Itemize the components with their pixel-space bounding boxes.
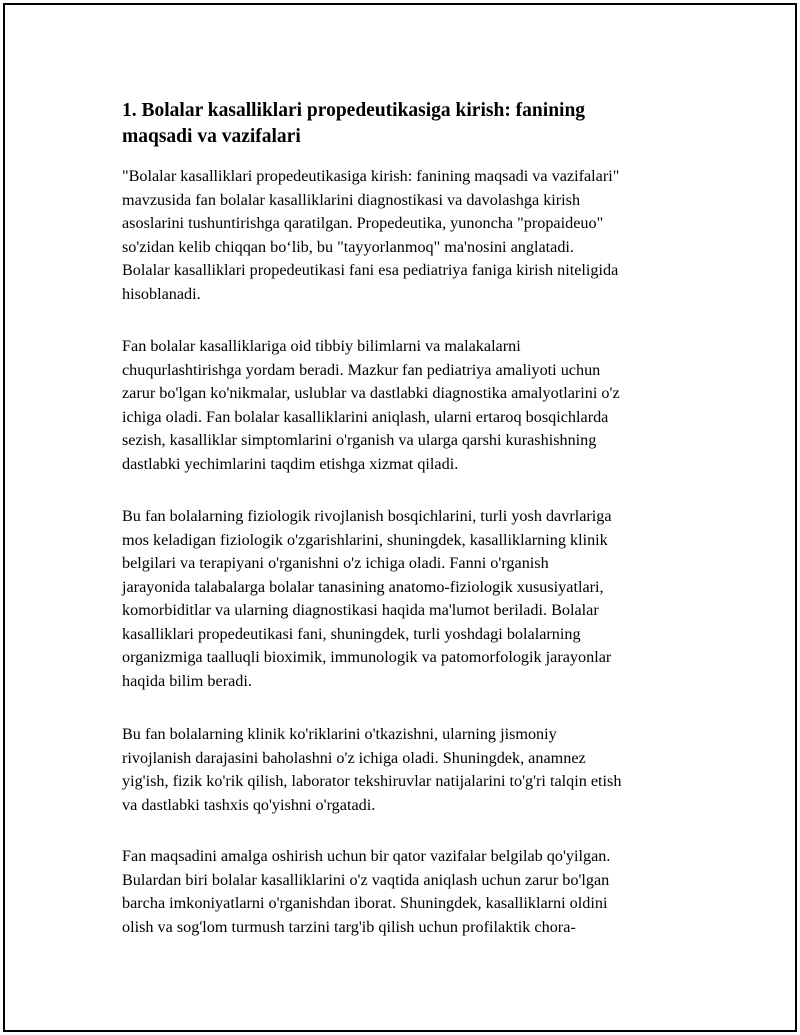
- text-line: sezish, kasalliklar simptomlarini o'rganish va ularga qarshi kurashishning: [122, 431, 597, 449]
- section-title: [122, 98, 722, 150]
- text-line: Bolalar kasalliklari propedeutikasi fani esa pediatriya faniga kirish niteligida: [122, 261, 619, 279]
- text-line: hisoblanadi.: [122, 284, 201, 303]
- text-line: mos keladigan fiziologik o'zgarishlarini, shuningdek, kasalliklarning klinik: [122, 530, 608, 549]
- text-line: Bu fan bolalarning klinik ko'riklarini o'tkazishni, ularning jismoniy: [122, 725, 557, 743]
- text-line: chuqurlashtirishga yordam beradi. Mazkur fan pediatriya amaliyoti uchun: [122, 360, 601, 379]
- paragraph-purpose: [122, 335, 722, 476]
- paragraph-clinical: [122, 723, 722, 817]
- text-line: rivojlanish darajasini baholashni o'z ichiga oladi. Shuningdek, anamnez: [122, 748, 586, 767]
- text-line: barcha imkoniyatlarni o'rganishdan iborat. Shuningdek, kasalliklarni oldini: [122, 894, 608, 912]
- text-line: organizmiga taalluqli bioximik, immunologik va patomorfologik jarayonlar: [122, 648, 612, 666]
- paragraph-intro: [122, 165, 722, 306]
- text-line: dastlabki yechimlarini taqdim etishga xizmat qiladi.: [122, 454, 459, 473]
- text-line: va dastlabki tashxis qo'yishni o'rgatadi.: [122, 795, 376, 814]
- title-line: maqsadi va vazifalari: [122, 126, 301, 147]
- text-line: Fan bolalar kasalliklariga oid tibbiy bilimlarni va malakalarni: [122, 337, 521, 355]
- text-line: zarur bo'lgan ko'nikmalar, uslublar va dastlabki diagnostika amalyotlarini o'z: [122, 384, 620, 402]
- text-line: haqida bilim beradi.: [122, 671, 252, 690]
- text-line: jarayonida talabalarga bolalar tanasining anatomo-fiziologik xususiyatlari,: [122, 577, 604, 596]
- paragraph-tasks: [122, 845, 722, 939]
- title-line: 1. Bolalar kasalliklari propedeutikasiga kirish: fanining: [122, 100, 586, 121]
- text-line: Fan maqsadini amalga oshirish uchun bir qator vazifalar belgilab qo'yilgan.: [122, 847, 611, 865]
- text-line: mavzusida fan bolalar kasalliklarini diagnostikasi va davolashga kirish: [122, 190, 581, 209]
- text-line: yig'ish, fizik ko'rik qilish, laborator tekshiruvlar natijalarini to'g'ri talqin etish: [122, 772, 622, 790]
- text-line: belgilari va terapiyani o'rganishni o'z ichiga oladi. Fanni o'rganish: [122, 554, 549, 572]
- text-line: ichiga oladi. Fan bolalar kasalliklarini aniqlash, ularni ertaroq bosqichlarda: [122, 407, 609, 426]
- text-line: "Bolalar kasalliklari propedeutikasiga kirish: fanining maqsadi va vazifalari": [122, 167, 620, 185]
- text-line: asoslarini tushuntirishga qaratilgan. Propedeutika, yunoncha "propaideuo": [122, 214, 604, 232]
- text-line: olish va sog'lom turmush tarzini targ'ib qilish uchun profilaktik chora-: [122, 917, 576, 936]
- paragraph-physiology: [122, 505, 722, 693]
- text-line: so'zidan kelib chiqqan bo‘lib, bu "tayyorlanmoq" ma'nosini anglatadi.: [122, 237, 574, 256]
- text-line: kasalliklari propedeutikasi fani, shuningdek, turli yoshdagi bolalarning: [122, 624, 581, 643]
- text-line: komorbiditlar va ularning diagnostikasi haqida ma'lumot beriladi. Bolalar: [122, 601, 599, 619]
- text-line: Bu fan bolalarning fiziologik rivojlanish bosqichlarini, turli yosh davrlariga: [122, 507, 612, 525]
- text-line: Bulardan biri bolalar kasalliklarini o'z vaqtida aniqlash uchun zarur bo'lgan: [122, 870, 610, 889]
- page-frame: [3, 3, 797, 1032]
